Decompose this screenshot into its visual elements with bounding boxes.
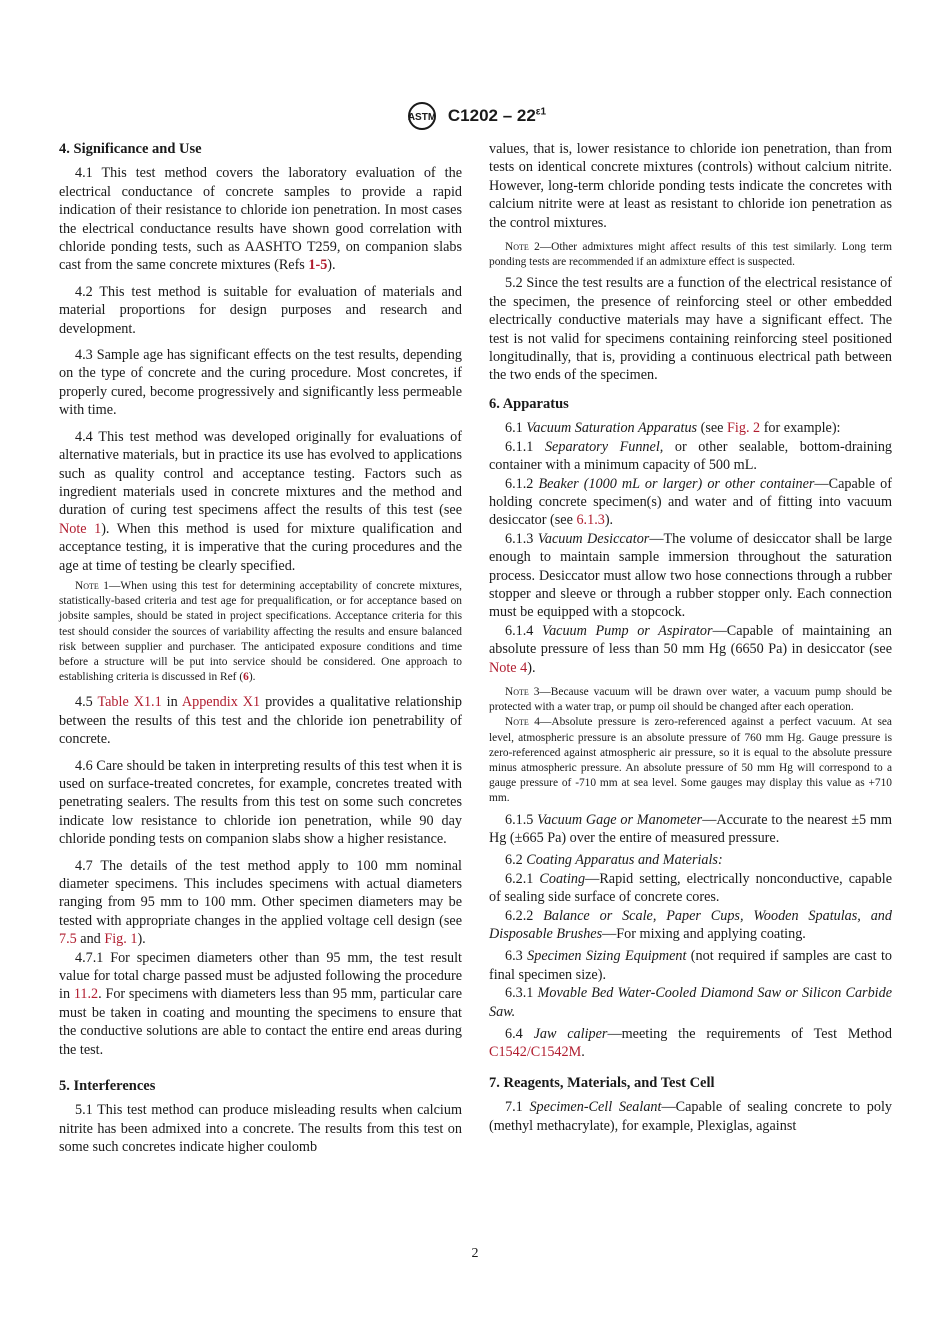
para-6-1-3: 6.1.3 Vacuum Desiccator—The volume of desiccator shall be large enough to maintain sample immersion throughout the saturation process. Desiccator must allow two hose connections through a rubber stopper and sleeve or through a rubber stopper only. Each connection must be equipped with a stopcock. bbox=[489, 530, 892, 621]
para-5-2: 5.2 Since the test results are a function of the electrical resistance of the specimen, the presence of reinforcing steel or other embedded electrically conductive materials may have a significant effect. The test is not valid for specimens containing reinforcing steel positioned longitudinally, that is, providing a continuous electrical path between the two ends of the specimen. bbox=[489, 275, 892, 384]
para-5-1-continued: values, that is, lower resistance to chloride ion penetration, than from tests on identical concrete mixtures (controls) without calcium nitrite. However, long-term chloride ponding tests indicate the concretes with calcium nitrite were at least as resistant to chloride ion penetration as the control mixtures. bbox=[489, 141, 892, 231]
page-header bbox=[0, 100, 950, 132]
table-x1-1-link[interactable]: Table X1.1 bbox=[97, 694, 162, 711]
para-4-5: 4.5 Table X1.1 in Appendix X1 provides a qualitative relationship between the results of this test and the chloride ion penetrability of concrete. bbox=[59, 694, 462, 748]
left-column bbox=[59, 140, 462, 1157]
para-6-3: 6.3 Specimen Sizing Equipment (not required if samples are cast to final specimen size). bbox=[489, 948, 893, 983]
section-11-2-link[interactable]: 11.2 bbox=[73, 986, 99, 1003]
section-7-5-link[interactable]: 7.5 bbox=[59, 931, 77, 948]
ref-6-link[interactable]: 6 bbox=[243, 671, 249, 684]
appendix-x1-link[interactable]: Appendix X1 bbox=[181, 694, 261, 711]
para-6-2-2: 6.2.2 Balance or Scale, Paper Cups, Wooden Spatulas, and Disposable Brushes—For mixing and applying coating. bbox=[489, 907, 892, 943]
section-6-1-3-link[interactable]: 6.1.3 bbox=[576, 512, 605, 529]
note-1: Note 1—When using this test for determining acceptability of concrete mixtures, statistically-based criteria and test age for prequalification, or for acceptance based on jobsite samples, should be stated in project specifications. Acceptance criteria for this test should consider the sources of variability affecting the results and ensure balanced risk between supplier and purchaser. The anticipated exposure conditions and time before a structure will be put into service should be considered. One approach to establishing criteria is discussed in Ref (6). bbox=[59, 579, 462, 684]
right-column bbox=[489, 140, 892, 1135]
para-6-1: 6.1 Vacuum Saturation Apparatus (see Fig. 2 for example): bbox=[505, 420, 841, 437]
para-6-1-2: 6.1.2 Beaker (1000 mL or larger) or other container—Capable of holding concrete specimen(s) and water and of fitting into vacuum desiccator (see 6.1.3). bbox=[489, 475, 892, 529]
para-4-4: 4.4 This test method was developed originally for evaluations of alternative materials, but in practice its use has evolved to applications such as quality control and acceptance testing. Factors such as ingredient materials used in concrete mixtures and the method and duration of curing test specimens affect the results of this test (see Note 1). When this method is used for mixture qualification and acceptance testing, it is imperative that the curing procedures and the age at time of testing be clearly specified. bbox=[59, 428, 462, 574]
page-number: 2 bbox=[471, 1246, 479, 1261]
note-1-link[interactable]: Note 1 bbox=[59, 520, 102, 537]
para-5-1: 5.1 This test method can produce misleading results when calcium nitrite has been admixed into a concrete. The results from this test on some such concretes indicate higher coulomb bbox=[59, 1102, 462, 1156]
para-4-1: 4.1 This test method covers the laboratory evaluation of the electrical conductance of concrete samples to provide a rapid indication of their resistance to chloride ion penetration. In most cases the electrical conductance results have shown good correlation with chloride ponding tests, such as AASHTO T259, on companion slabs cast from the same concrete mixtures (Refs 1-5). bbox=[59, 165, 462, 274]
para-6-1-1: 6.1.1 Separatory Funnel, or other sealable, bottom-draining container with a minimum capacity of 500 mL. bbox=[489, 438, 893, 474]
para-6-3-1: 6.3.1 Movable Bed Water-Cooled Diamond Saw or Silicon Carbide Saw. bbox=[489, 985, 893, 1020]
para-4-3: 4.3 Sample age has significant effects on the test results, depending on the type of concrete and the curing procedure. Most concretes, if properly cured, become progressively and significantly less permeable with time. bbox=[59, 347, 462, 419]
para-6-4: 6.4 Jaw caliper—meeting the requirements of Test Method C1542/C1542M. bbox=[489, 1026, 892, 1061]
note-4: Note 4—Absolute pressure is zero-referenced against a perfect vacuum. At sea level, atmospheric pressure is an absolute pressure of 760 mm Hg. Gauge pressure is zero-referenced against atmospheric air pressure, so it is equal to the absolute pressure minus atmospheric pressure. An absolute pressure of 50 mm Hg will correspond to a gauge pressure of -710 mm at sea level. Some gauges may display this value as +710 mm. bbox=[489, 716, 892, 805]
note-4-link[interactable]: Note 4 bbox=[489, 659, 528, 676]
c1542-link[interactable]: C1542/C1542M bbox=[489, 1044, 582, 1061]
para-7-1: 7.1 Specimen-Cell Sealant—Capable of sealing concrete to poly (methyl methacrylate), for example, Plexiglas, against bbox=[489, 1099, 892, 1134]
para-6-1-4: 6.1.4 Vacuum Pump or Aspirator—Capable of maintaining an absolute pressure of less than 50 mm Hg (6650 Pa) in desiccator (see Note 4). bbox=[489, 622, 893, 676]
para-6-2-1: 6.2.1 Coating—Rapid setting, electrically nonconductive, capable of sealing side surface of concrete cores. bbox=[489, 870, 893, 906]
section-7-heading: 7. Reagents, Materials, and Test Cell bbox=[489, 1074, 715, 1091]
section-4-heading: 4. Significance and Use bbox=[59, 141, 202, 157]
document-designation: $C1202 - 22^{\varepsilon 1}$ bbox=[447, 106, 547, 125]
para-4-7-1: 4.7.1 For specimen diameters other than 95 mm, the test result value for total charge passed must be adjusted following the procedure in 11.2. For specimens with diameters less than 95 mm, particular care must be taken in coating and mounting the specimens to ensure that the conductive solutions are able to contact the entire end areas during the test. bbox=[59, 949, 462, 1058]
ref-1-5-link[interactable]: 1-5 bbox=[308, 257, 328, 274]
note-2: Note 2—Other admixtures might affect results of this test similarly. Long term ponding tests are recommended if an admixture effect is suspected. bbox=[489, 241, 892, 269]
note-3: Note 3—Because vacuum will be drawn over water, a vacuum pump should be protected with a water trap, or pump oil should be changed after each operation. bbox=[489, 685, 892, 714]
section-5-heading: 5. Interferences bbox=[59, 1078, 156, 1095]
para-4-7: 4.7 The details of the test method apply to 100 mm nominal diameter specimens. This includes specimens with actual diameters ranging from 95 mm to 100 mm. Other specimen diameters may be tested with appropriate changes in the applied voltage cell design (see 7.5 and Fig. 1). bbox=[59, 857, 462, 948]
fig-1-link[interactable]: Fig. 1 bbox=[104, 931, 138, 948]
para-6-1-5: 6.1.5 Vacuum Gage or Manometer—Accurate to the nearest ±5 mm Hg (±665 Pa) over the entire of measured pressure. bbox=[489, 811, 893, 846]
para-4-2: 4.2 This test method is suitable for evaluation of materials and material proportions for design purposes and research and development. bbox=[59, 283, 462, 337]
section-6-heading: 6. Apparatus bbox=[489, 395, 569, 412]
para-4-6: 4.6 Care should be taken in interpreting results of this test when it is used on surface-treated concretes, for example, concretes treated with penetrating sealers. The results from this test on some such concretes indicate low resistance to chloride ion penetration, while 90 day chloride ponding tests on companion slabs show a higher resistance. bbox=[59, 757, 462, 848]
svg-text:ASTM: ASTM bbox=[407, 112, 437, 123]
para-6-2: 6.2 Coating Apparatus and Materials: bbox=[505, 852, 723, 869]
astm-logo-icon bbox=[404, 100, 440, 132]
fig-2-link[interactable]: Fig. 2 bbox=[727, 420, 761, 437]
